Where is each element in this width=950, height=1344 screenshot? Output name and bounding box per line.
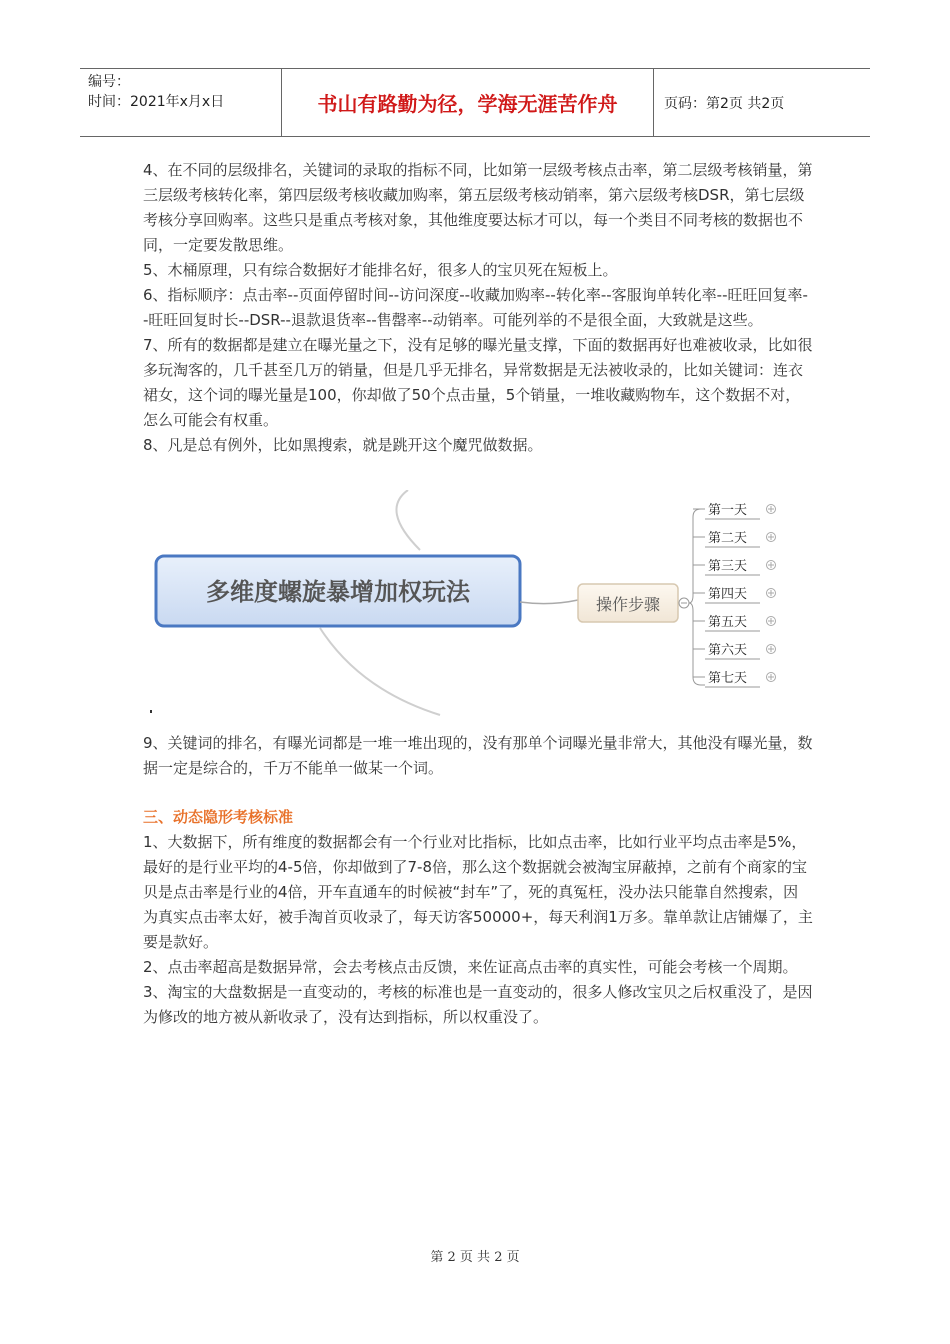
- page-footer: 第 2 页 共 2 页: [430, 1250, 520, 1265]
- paragraph: 8、凡是总有例外，比如黑搜索，就是跳开这个魔咒做数据。: [143, 436, 543, 454]
- body-text: [143, 158, 813, 458]
- day-node: [693, 643, 776, 659]
- header-meta: [80, 69, 282, 136]
- mindmap-branch-label: 操作步骤: [595, 595, 661, 614]
- mindmap-diagram: [150, 490, 810, 720]
- header-page-code: 页码：第2页 共2页: [664, 95, 785, 112]
- paragraph: 2、点击率超高是数据异常，会去考核点击反馈，来佐证高点击率的真实性，可能会考核一个周期。: [143, 958, 798, 976]
- day-label: 第二天: [708, 531, 748, 546]
- page-header: [80, 68, 870, 137]
- paragraph: 3、淘宝的大盘数据是一直变动的，考核的标准也是一直变动的，很多人修改宝贝之后权重没了，是因为修改的地方被从新收录了，没有达到指标，所以权重没了。: [143, 983, 813, 1026]
- day-node: [693, 503, 776, 519]
- paragraph: 7、所有的数据都是建立在曝光量之下，没有足够的曝光量支撑，下面的数据再好也难被收录，比如很多玩淘客的，几千甚至几万的销量，但是几乎无排名，异常数据是无法被收录的，比如关键词：连衣裙女，这个词的曝光量是100，你却做了50个点击量，5个销量，一堆收藏购物车，这个数据不对，怎么可能会有权重。: [143, 336, 813, 429]
- day-node: [693, 671, 776, 687]
- section-three: [143, 731, 813, 1030]
- mindmap-day-list: [693, 503, 776, 687]
- day-label: 第一天: [708, 503, 748, 518]
- mindmap-root-label: 多维度螺旋暴增加权玩法: [206, 578, 470, 606]
- time-label: 时间：2021年x月x日: [88, 94, 225, 110]
- day-label: 第五天: [708, 615, 748, 630]
- day-label: 第七天: [708, 671, 748, 686]
- number-label: 编号：: [88, 74, 130, 90]
- day-label: 第四天: [708, 587, 748, 602]
- day-label: 第三天: [708, 559, 748, 574]
- paragraph: 9、关键词的排名，有曝光词都是一堆一堆出现的，没有那单个词曝光量非常大，其他没有曝光量，数据一定是综合的，千万不能单一做某一个词。: [143, 734, 813, 777]
- paragraph: 4、在不同的层级排名，关键词的录取的指标不同，比如第一层级考核点击率，第二层级考核销量，第三层级考核转化率，第四层级考核收藏加购率，第五层级考核动销率，第六层级考核DSR，第七层级考核分享回购率。这些只是重点考核对象，其他维度要达标才可以，每一个类目不同考核的数据也不同，一定要发散思维。: [143, 161, 813, 254]
- day-node: [693, 587, 776, 603]
- day-node: [693, 615, 776, 631]
- day-node: [693, 559, 776, 575]
- paragraph: 1、大数据下，所有维度的数据都会有一个行业对比指标，比如点击率，比如行业平均点击率是5%，最好的是行业平均的4-5倍，你却做到了7-8倍，那么这个数据就会被淘宝屏蔽掉，之前有个商家的宝贝是点击率是行业的4倍，开车直通车的时候被“封车”了，死的真冤枉，没办法只能靠自然搜索，因为真实点击率太好，被手淘首页收录了，每天访客50000+，每天利润1万多。靠单款让店铺爆了，主要是款好。: [143, 833, 813, 951]
- section-heading: 三、动态隐形考核标准: [143, 808, 294, 826]
- paragraph: 5、木桶原理，只有综合数据好才能排名好，很多人的宝贝死在短板上。: [143, 261, 618, 279]
- header-motto: 书山有路勤为径，学海无涯苦作舟: [282, 69, 654, 136]
- paragraph: 6、指标顺序：点击率--页面停留时间--访问深度--收藏加购率--转化率--客服询单转化率--旺旺回复率--旺旺回复时长--DSR--退款退货率--售罄率--动销率。可能列举的不是很全面，大致就是这些。: [143, 286, 808, 329]
- day-label: 第六天: [708, 643, 748, 658]
- day-node: [693, 531, 776, 547]
